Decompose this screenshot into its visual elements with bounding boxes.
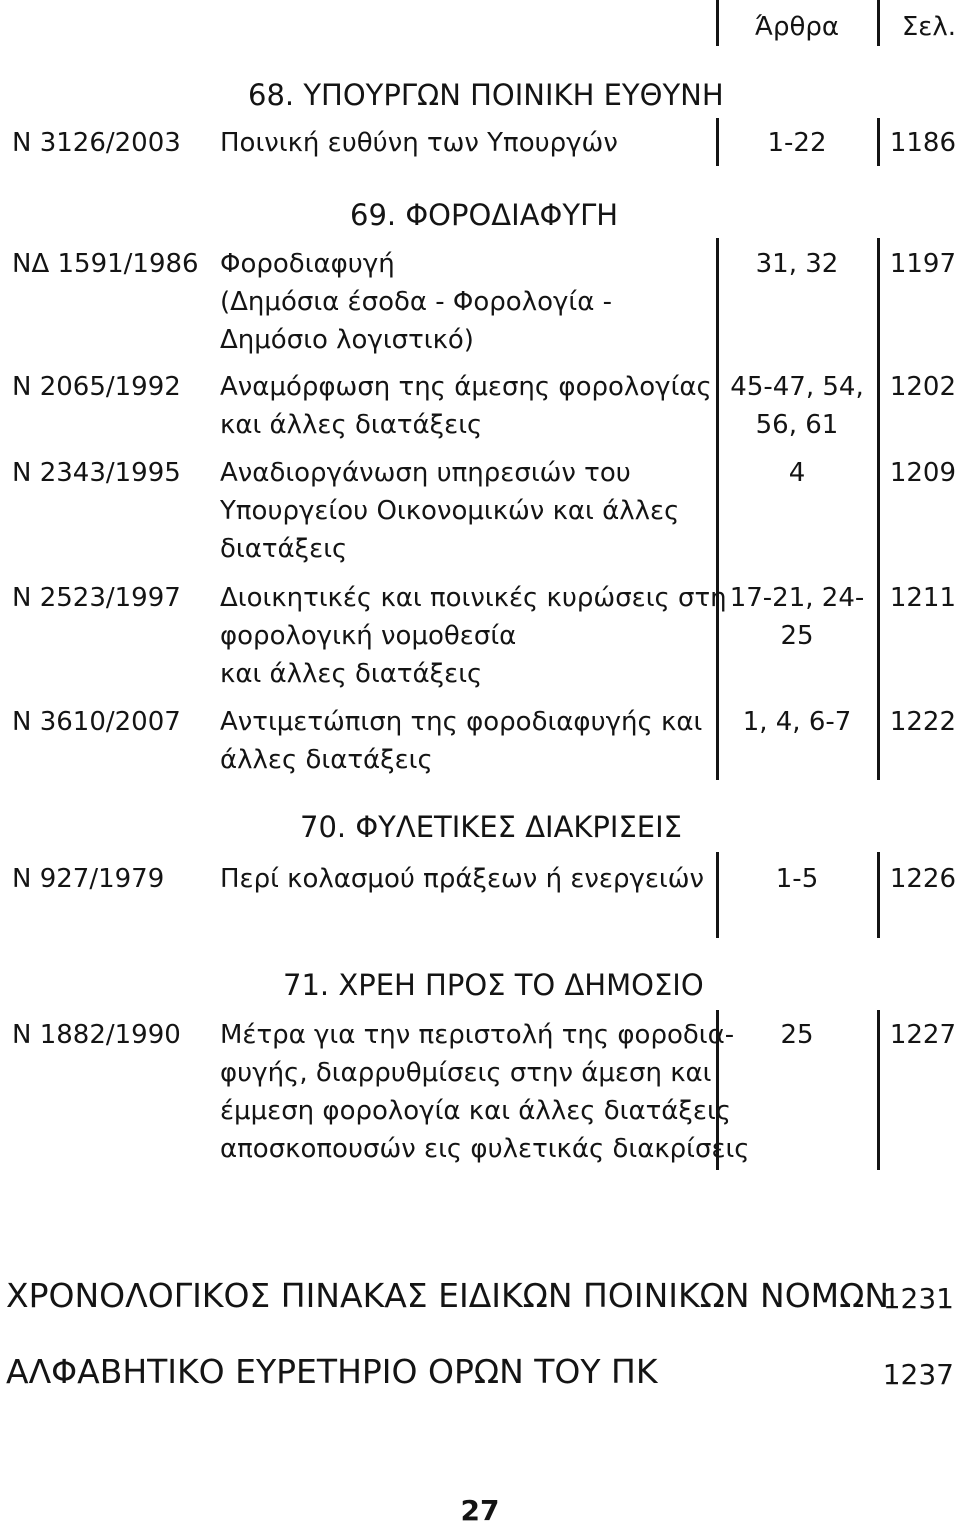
- law-number: Ν 2343/1995: [12, 458, 181, 488]
- page-ref: 1209: [889, 458, 956, 488]
- article-ref: 1, 4, 6-7: [742, 707, 852, 737]
- page-number: 27: [460, 1494, 500, 1527]
- law-description: φυγής, διαρρυθμίσεις στην άμεση και: [220, 1058, 712, 1088]
- law-description: Περί κολασμού πράξεων ή ενεργειών: [220, 864, 704, 894]
- law-description: Ποινική ευθύνη των Υπουργών: [220, 128, 618, 158]
- page-ref: 1197: [889, 249, 956, 279]
- law-number: Ν 2065/1992: [12, 372, 181, 402]
- law-description: άλλες διατάξεις: [220, 745, 433, 775]
- section-title: 70. ΦΥΛΕΤΙΚΕΣ ΔΙΑΚΡΙΣΕΙΣ: [300, 810, 682, 844]
- header-pages: Σελ.: [901, 12, 956, 42]
- article-ref: 1-22: [767, 128, 827, 158]
- law-number: Ν 1882/1990: [12, 1020, 181, 1050]
- article-ref: 31, 32: [755, 249, 839, 279]
- page-ref: 1222: [889, 707, 956, 737]
- page-ref: 1211: [889, 583, 956, 613]
- section-title: 71. ΧΡΕΗ ΠΡΟΣ ΤΟ ΔΗΜΟΣΙΟ: [283, 968, 704, 1002]
- law-number: Ν 2523/1997: [12, 583, 181, 613]
- article-ref: 17-21, 24-: [729, 583, 865, 613]
- appendix-title: ΧΡΟΝΟΛΟΓΙΚΟΣ ΠΙΝΑΚΑΣ ΕΙΔΙΚΩΝ ΠΟΙΝΙΚΩΝ ΝΟΜΩΝ: [6, 1276, 890, 1315]
- law-description: έμμεση φορολογία και άλλες διατάξεις: [220, 1096, 732, 1126]
- page-ref: 1202: [889, 372, 956, 402]
- article-ref: 1-5: [775, 864, 819, 894]
- law-description: Διοικητικές και ποινικές κυρώσεις στη: [220, 583, 727, 613]
- law-description: και άλλες διατάξεις: [220, 410, 483, 440]
- law-description: Αντιμετώπιση της φοροδιαφυγής και: [220, 707, 703, 737]
- law-description: Αναμόρφωση της άμεσης φορολογίας: [220, 372, 712, 402]
- law-description: και άλλες διατάξεις: [220, 659, 483, 689]
- column-divider: [716, 0, 719, 46]
- section-title: 68. ΥΠΟΥΡΓΩΝ ΠΟΙΝΙΚΗ ΕΥΘΥΝΗ: [248, 78, 724, 112]
- article-ref: 25: [780, 621, 814, 651]
- law-number: Ν 927/1979: [12, 864, 165, 894]
- column-divider: [716, 118, 719, 166]
- law-description: φορολογική νομοθεσία: [220, 621, 517, 651]
- law-number: Ν 3610/2007: [12, 707, 181, 737]
- header-articles: Άρθρα: [754, 12, 840, 42]
- law-description: Δημόσιο λογιστικό): [220, 325, 474, 355]
- article-ref: 25: [780, 1020, 814, 1050]
- law-description: Φοροδιαφυγή: [220, 249, 395, 279]
- law-description: (Δημόσια έσοδα - Φορολογία -: [220, 287, 612, 317]
- law-number: ΝΔ 1591/1986: [12, 249, 199, 279]
- law-description: Μέτρα για την περιστολή της φοροδια-: [220, 1020, 735, 1050]
- page-ref: 1226: [889, 864, 956, 894]
- appendix-page: 1237: [882, 1358, 954, 1391]
- column-divider: [877, 238, 880, 780]
- law-description: διατάξεις: [220, 534, 348, 564]
- law-description: αποσκοπουσών εις φυλετικάς διακρίσεις: [220, 1134, 750, 1164]
- appendix-page: 1231: [882, 1282, 954, 1315]
- column-divider: [877, 0, 880, 46]
- law-number: Ν 3126/2003: [12, 128, 181, 158]
- column-divider: [716, 238, 719, 780]
- article-ref: 4: [788, 458, 806, 488]
- article-ref: 45-47, 54,: [730, 372, 864, 402]
- appendix-title: ΑΛΦΑΒΗΤΙΚΟ ΕΥΡΕΤΗΡΙΟ ΟΡΩΝ ΤΟΥ ΠΚ: [6, 1352, 658, 1391]
- law-description: Υπουργείου Οικονομικών και άλλες: [220, 496, 680, 526]
- article-ref: 56, 61: [755, 410, 839, 440]
- page-ref: 1227: [889, 1020, 956, 1050]
- page-ref: 1186: [889, 128, 956, 158]
- law-description: Αναδιοργάνωση υπηρεσιών του: [220, 458, 631, 488]
- column-divider: [877, 118, 880, 166]
- section-title: 69. ΦΟΡΟΔΙΑΦΥΓΗ: [350, 198, 619, 232]
